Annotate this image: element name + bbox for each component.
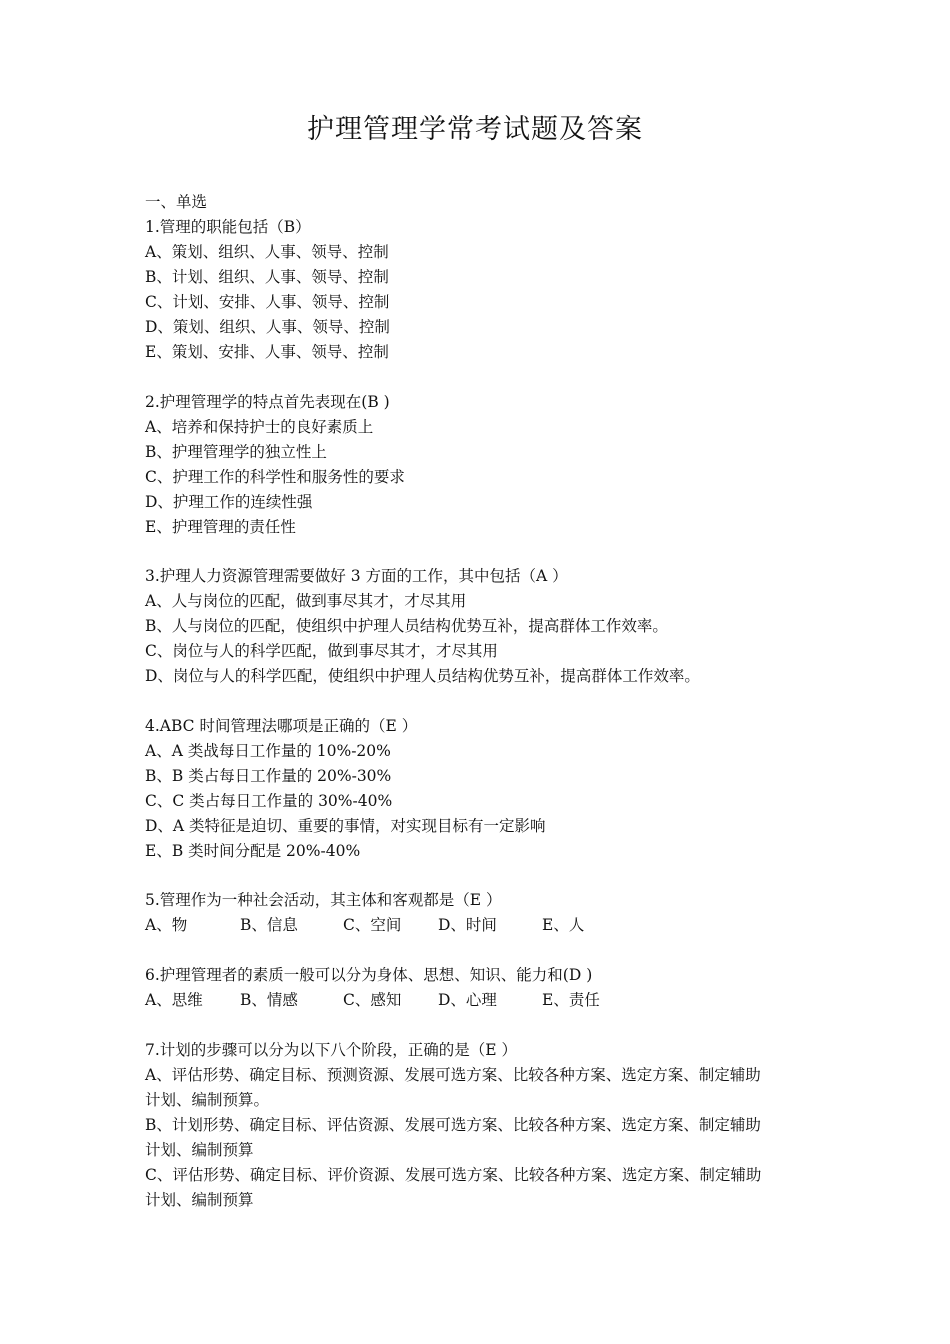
option-a: A、策划、组织、人事、领导、控制 <box>145 243 389 261</box>
option-a-line-2: 计划、编制预算。 <box>145 1090 270 1109</box>
question-stem: 6.护理管理者的素质一般可以分为身体、思想、知识、能力和(D ) <box>145 965 593 984</box>
spacer <box>145 864 815 889</box>
question-stem: 5.管理作为一种社会活动，其主体和客观都是（E ） <box>145 891 502 910</box>
option-e: E、人 <box>542 916 585 935</box>
option-a: A、思维 <box>145 990 203 1009</box>
spacer <box>145 365 815 390</box>
option-a: A、人与岗位的匹配，做到事尽其才，才尽其用 <box>145 592 467 611</box>
option-a: A、A 类战每日工作量的 10%-20% <box>145 741 391 760</box>
option-c-line-2: 计划、编制预算 <box>145 1190 254 1209</box>
option-b: B、情感 <box>240 990 298 1009</box>
spacer <box>145 540 815 565</box>
option-d: D、心理 <box>438 990 497 1009</box>
option-e: E、护理管理的责任性 <box>145 517 296 536</box>
option-c: C、岗位与人的科学匹配，做到事尽其才，才尽其用 <box>145 642 498 661</box>
option-a: A、物 <box>145 916 188 935</box>
option-c: C、计划、安排、人事、领导、控制 <box>145 293 390 311</box>
question-stem: 4.ABC 时间管理法哪项是正确的（E ） <box>145 716 418 735</box>
question-1 <box>145 215 815 365</box>
option-e: E、B 类时间分配是 20%-40% <box>145 841 361 860</box>
spacer <box>145 689 815 714</box>
option-c: C、C 类占每日工作量的 30%-40% <box>145 791 393 810</box>
spacer <box>145 1013 815 1038</box>
document-title: 护理管理学常考试题及答案 <box>307 114 643 145</box>
question-3 <box>145 564 815 689</box>
option-b: B、信息 <box>240 916 298 935</box>
question-stem: 2.护理管理学的特点首先表现在(B ) <box>145 392 390 411</box>
option-b-line-2: 计划、编制预算 <box>145 1140 254 1159</box>
option-d: D、A 类特征是迫切、重要的事情，对实现目标有一定影响 <box>145 816 546 835</box>
question-5 <box>145 888 815 938</box>
document-body <box>145 190 815 1213</box>
option-a-line-1: A、评估形势、确定目标、预测资源、发展可选方案、比较各种方案、选定方案、制定辅助 <box>145 1065 761 1084</box>
question-stem: 1.管理的职能包括（B） <box>145 218 311 236</box>
option-b: B、护理管理学的独立性上 <box>145 442 327 461</box>
option-d: D、时间 <box>438 916 497 935</box>
option-b: B、计划、组织、人事、领导、控制 <box>145 268 389 286</box>
question-4 <box>145 714 815 864</box>
option-c-line-1: C、评估形势、确定目标、评价资源、发展可选方案、比较各种方案、选定方案、制定辅助 <box>145 1165 762 1184</box>
option-c: C、空间 <box>343 916 402 935</box>
question-7 <box>145 1038 815 1213</box>
section-heading: 一、单选 <box>145 193 208 211</box>
option-d: D、护理工作的连续性强 <box>145 492 313 511</box>
option-b: B、B 类占每日工作量的 20%-30% <box>145 766 392 785</box>
question-2 <box>145 390 815 540</box>
option-a: A、培养和保持护士的良好素质上 <box>145 417 374 436</box>
option-e: E、责任 <box>542 990 600 1009</box>
option-b-line-1: B、计划形势、确定目标、评估资源、发展可选方案、比较各种方案、选定方案、制定辅助 <box>145 1115 761 1134</box>
option-e: E、策划、安排、人事、领导、控制 <box>145 343 389 361</box>
spacer <box>145 938 815 963</box>
option-d: D、岗位与人的科学匹配，使组织中护理人员结构优势互补，提高群体工作效率。 <box>145 667 700 686</box>
option-b: B、人与岗位的匹配，使组织中护理人员结构优势互补，提高群体工作效率。 <box>145 617 668 636</box>
option-d: D、策划、组织、人事、领导、控制 <box>145 318 390 336</box>
options-row <box>145 988 815 1013</box>
question-stem: 3.护理人力资源管理需要做好 3 方面的工作，其中包括（A ） <box>145 567 568 586</box>
options-row <box>145 913 815 938</box>
question-stem: 7.计划的步骤可以分为以下八个阶段，正确的是（E ） <box>145 1040 518 1059</box>
question-6 <box>145 963 815 1013</box>
option-c: C、护理工作的科学性和服务性的要求 <box>145 467 405 486</box>
option-c: C、感知 <box>343 990 402 1009</box>
